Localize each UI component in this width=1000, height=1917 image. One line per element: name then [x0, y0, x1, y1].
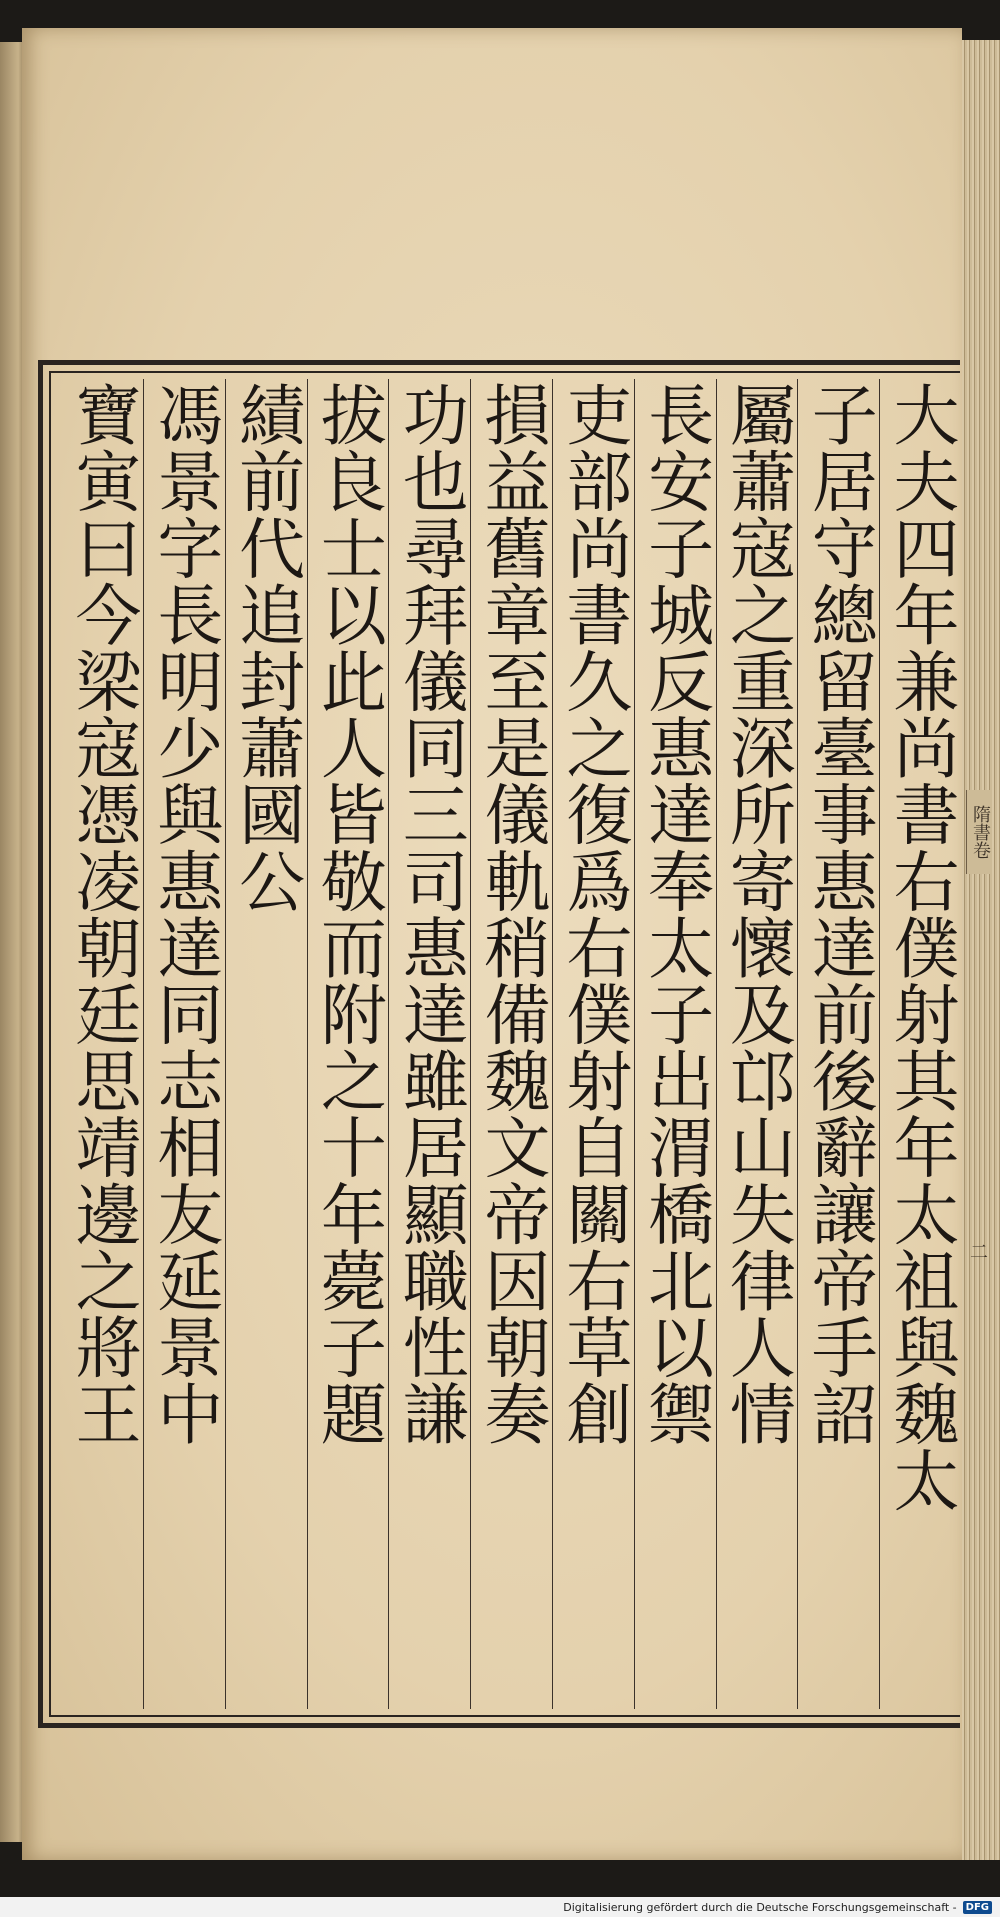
text-column-9: 績前代追封蕭國公 [225, 379, 307, 1709]
text-column-1: 大夫四年兼尚書右僕射其年太祖與魏太 [879, 379, 961, 1709]
text-column-8: 拔良士以此人皆敬而附之十年薨子題 [307, 379, 389, 1709]
text-column-2: 子居守總留臺事惠達前後辭讓帝手詔 [797, 379, 879, 1709]
footer-credit: Digitalisierung gefördert durch die Deutsche Forschungsgemeinschaft - [563, 1900, 957, 1914]
text-column-7: 功也尋拜儀同三司惠達雖居顯職性謙 [388, 379, 470, 1709]
text-column-5: 吏部尚書久之復爲右僕射自關右草創 [552, 379, 634, 1709]
text-column-10: 馮景字長明少與惠達同志相友延景中 [143, 379, 225, 1709]
margin-title-tab: 隋書卷 [966, 790, 991, 874]
faint-header-mark [400, 326, 700, 360]
text-column-6: 損益舊章至是儀軌稍備魏文帝因朝奏 [470, 379, 552, 1709]
text-column-4: 長安子城反惠達奉太子出渭橋北以禦 [634, 379, 716, 1709]
margin-page-number: 二 [967, 1242, 988, 1260]
digitization-footer [0, 1897, 1000, 1917]
text-frame [38, 360, 960, 1728]
text-column-11: 寶寅曰今梁寇憑凌朝廷思靖邊之將王 [64, 381, 142, 1447]
dfg-logo-badge: DFG [963, 1901, 992, 1914]
text-columns [61, 379, 961, 1709]
text-column-3: 屬蕭寇之重深所寄懷及邙山失律人情 [716, 379, 798, 1709]
